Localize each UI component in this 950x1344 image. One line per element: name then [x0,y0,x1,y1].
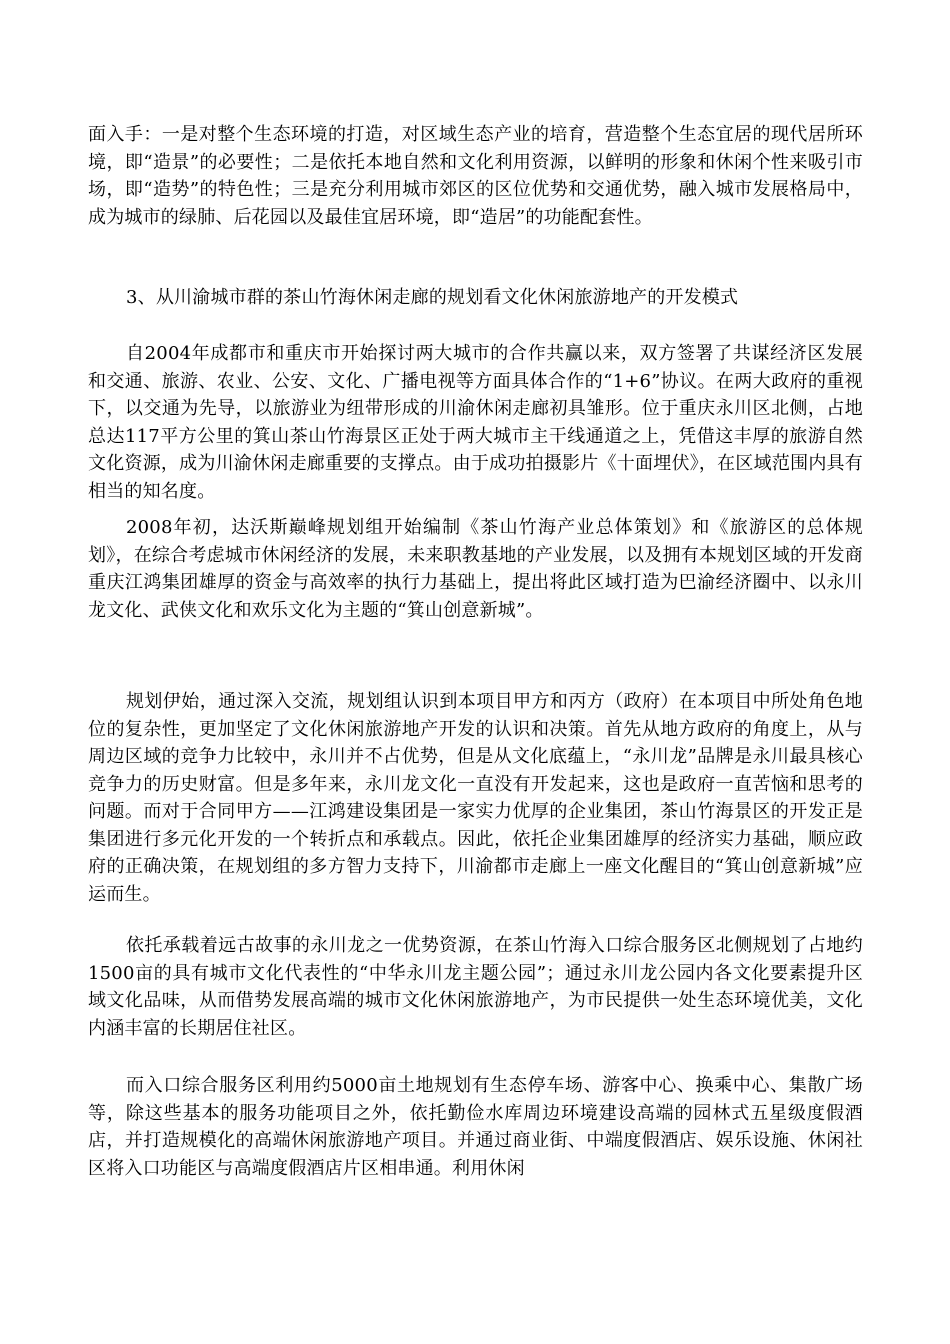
paragraph-planning-start: 规划伊始，通过深入交流，规划组认识到本项目甲方和丙方（政府）在本项目中所处角色地位的复杂性，更加坚定了文化休闲旅游地产开发的认识和决策。首先从地方政府的角度上，从与周边区域的竞争力比较中，永川并不占优势，但是从文化底蕴上，“永川龙”品牌是永川最具核心竞争力的历史财富。但是多年来，永川龙文化一直没有开发起来，这也是政府一直苦恼和思考的问题。而对于合同甲方——江鸿建设集团是一家实力优厚的企业集团，茶山竹海景区的开发正是集团进行多元化开发的一个转折点和承载点。因此，依托企业集团雄厚的经济实力基础，顺应政府的正确决策，在规划组的多方智力支持下，川渝都市走廊上一座文化醒目的“箕山创意新城”应运而生。 [88,691,863,905]
paragraph-2004-cooperation: 自2004年成都市和重庆市开始探讨两大城市的合作共赢以来，双方签署了共谋经济区发展和交通、旅游、农业、公安、文化、广播电视等方面具体合作的“1+6”协议。在两大政府的重视下，以交通为先导，以旅游业为纽带形成的川渝休闲走廊初具雏形。位于重庆永川区北侧，占地总达117平方公里的箕山茶山竹海景区正处于两大城市主干线通道之上，凭借这丰厚的旅游自然文化资源，成为川渝休闲走廊重要的支撑点。由于成功拍摄影片《十面埋伏》，在区域范围内具有相当的知名度。 [88,343,863,502]
section-heading: 3、从川渝城市群的茶山竹海休闲走廊的规划看文化休闲旅游地产的开发模式 [126,287,739,308]
paragraph-continuation: 面入手：一是对整个生态环境的打造，对区域生态产业的培育，营造整个生态宜居的现代居所环境，即“造景”的必要性；二是依托本地自然和文化利用资源，以鲜明的形象和休闲个性来吸引市场，即“造势”的特色性；三是充分利用城市郊区的区位优势和交通优势，融入城市发展格局中，成为城市的绿肺、后花园以及最佳宜居环境，即“造居”的功能配套性。 [88,124,863,228]
paragraph-dragon-park: 依托承载着远古故事的永川龙之一优势资源，在茶山竹海入口综合服务区北侧规划了占地约1500亩的具有城市文化代表性的“中华永川龙主题公园”；通过永川龙公园内各文化要素提升区域文化品味，从而借势发展高端的城市文化休闲旅游地产，为市民提供一处生态环境优美，文化内涵丰富的长期居住社区。 [88,935,863,1039]
paragraph-2008-planning: 2008年初，达沃斯巅峰规划组开始编制《茶山竹海产业总体策划》和《旅游区的总体规划》，在综合考虑城市休闲经济的发展，未来职教基地的产业发展，以及拥有本规划区域的开发商重庆江鸿集团雄厚的资金与高效率的执行力基础上，提出将此区域打造为巴渝经济圈中、以永川龙文化、武侠文化和欢乐文化为主题的“箕山创意新城”。 [88,517,863,621]
paragraph-entrance-area: 而入口综合服务区利用约5000亩土地规划有生态停车场、游客中心、换乘中心、集散广场等，除这些基本的服务功能项目之外，依托勤俭水库周边环境建设高端的园林式五星级度假酒店，并打造规模化的高端休闲旅游地产项目。并通过商业街、中端度假酒店、娱乐设施、休闲社区将入口功能区与高端度假酒店片区相串通。利用休闲 [88,1075,863,1179]
